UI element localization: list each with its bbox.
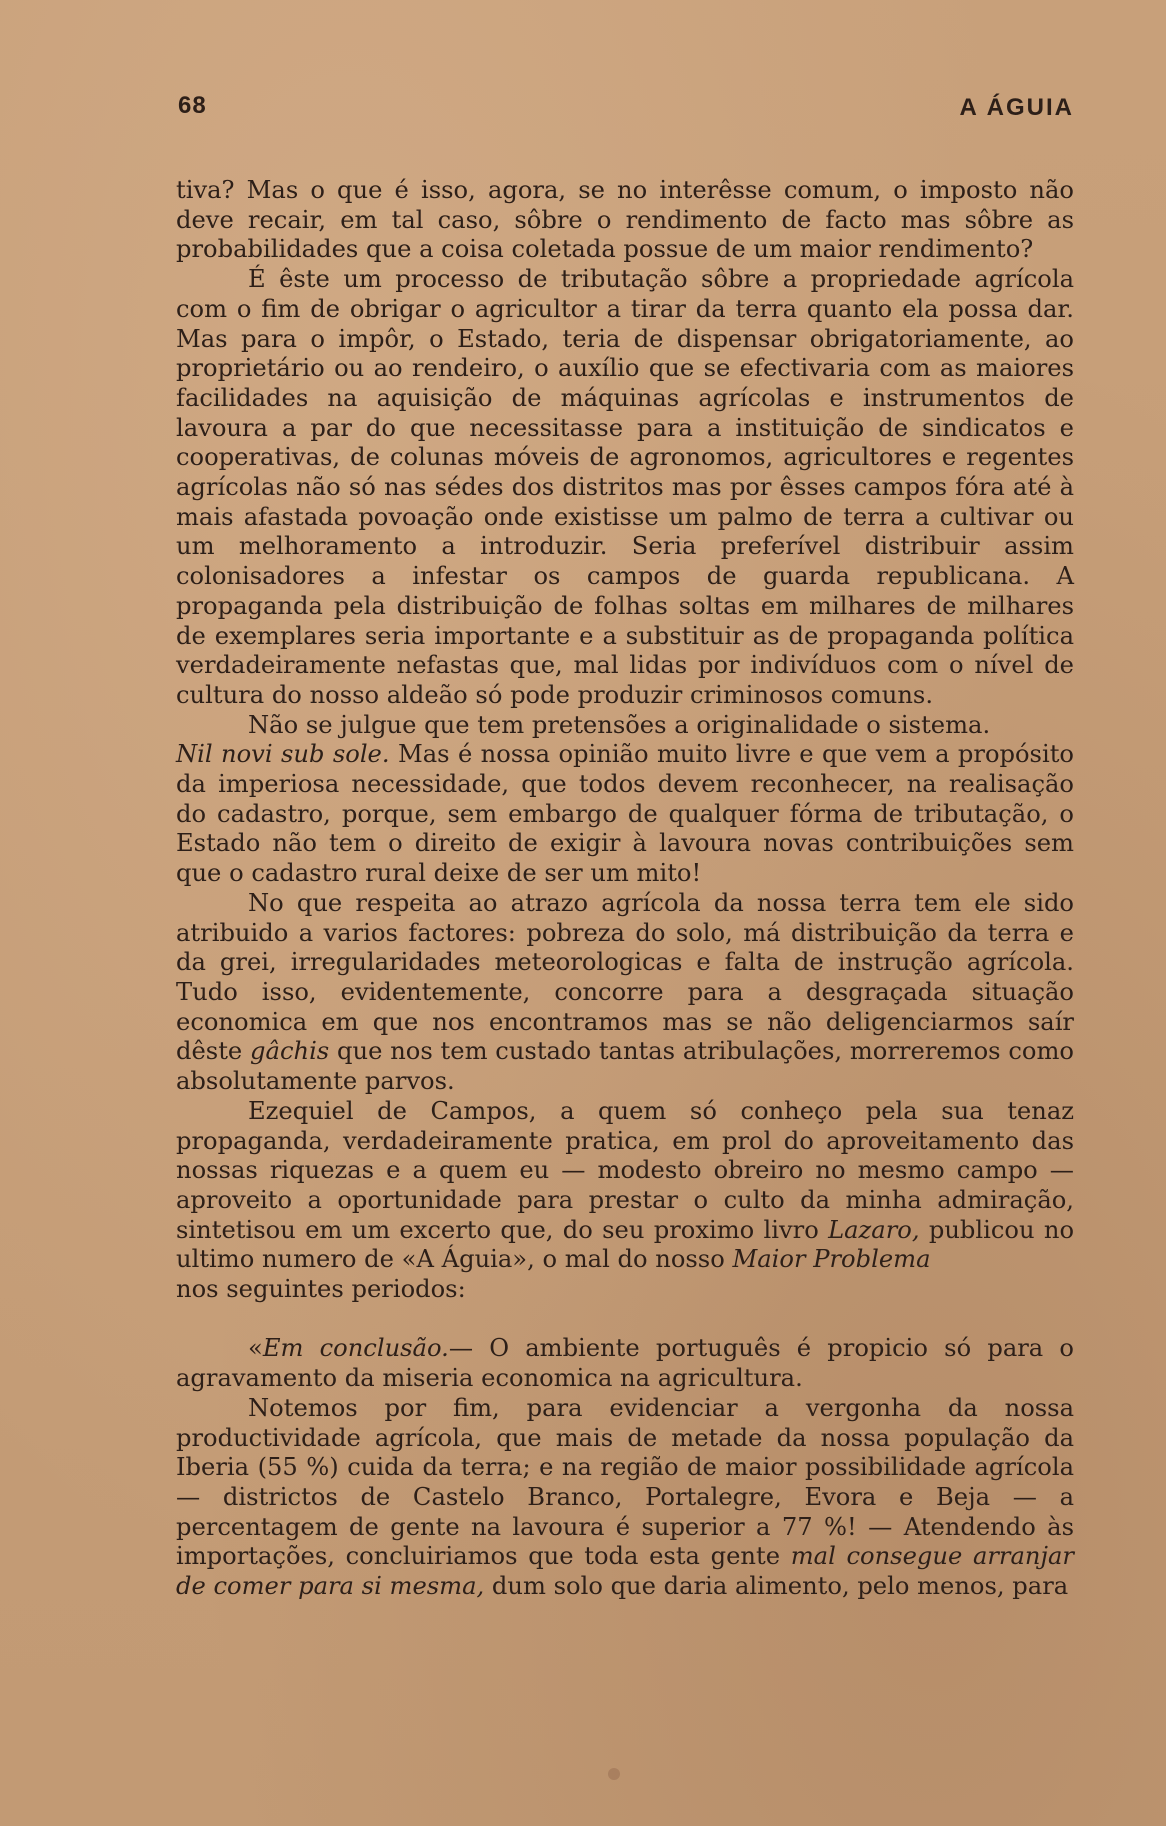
originality-text: Não se julgue que tem pretensões a originalidade o sistema.: [248, 710, 991, 739]
running-head: [178, 92, 1074, 122]
body-text: [176, 176, 1074, 1602]
quote-1-text: — O ambiente português é propicio só para o agravamento da miseria economica na agricultura.: [176, 1334, 1074, 1393]
paper-blemish: [608, 1768, 620, 1780]
quote-2-text: Notemos por fim, para evidenciar a vergonha da nossa productividade agrícola, que mais de metade da nossa população da Iberia (55 %) cuida da terra; e na região de maior possibilidade agrícola — districtos de Castelo Branco, Portalegre, Evora e Beja — a percentagem de gente na lavoura é superior a 77 %! — Atendendo às importações, concluiriamos que toda esta gente: [176, 1393, 1074, 1571]
ezequiel-text-cont: publicou no ultimo numero de «A Águia», o mal do nosso: [176, 1215, 1075, 1274]
maior-problema: Maior Problema: [732, 1245, 931, 1274]
originality-text-cont: Mas é nossa opinião muito livre e que vem a propósito da imperiosa necessidade, que todos devem reconhecer, na realisação do cadastro, porque, sem embargo de qualquer fórma de tributação, o Estado não tem o direito de exigir à lavoura novas contribuições sem que o cadastro rural deixe de ser um mito!: [176, 740, 1074, 888]
page-number: 68: [178, 92, 207, 119]
ezequiel-text-end: nos seguintes periodos:: [176, 1275, 466, 1304]
backwardness-text: No que respeita ao atrazo agrícola da nossa terra tem ele sido atribuido a varios factores: pobreza do solo, má distribuição da terra e da grei, irregularidades meteorologicas e falta de instrução agrícola. Tudo isso, evidentemente, concorre para a desgraçada situação economica em que nos encontramos mas se não deligenciarmos saír dêste: [176, 888, 1074, 1066]
paragraph-ezequiel: [176, 1097, 1074, 1305]
quote-open: «: [248, 1334, 263, 1363]
ezequiel-text: Ezequiel de Campos, a quem só conheço pela sua tenaz propaganda, verdadeiramente pratica, em prol do aproveitamento das nossas riquezas e a quem eu — modesto obreiro no mesmo campo — aproveito a oportunidade para prestar o culto da minha admiração, sintetisou em um excerto que, do seu proximo livro: [176, 1096, 1074, 1244]
book-title-lazaro: Lazaro,: [828, 1215, 920, 1244]
quote-2-text-end: dum solo que daria alimento, pelo menos, para: [491, 1572, 1069, 1601]
latin-phrase: Nil novi sub sole.: [176, 740, 390, 769]
journal-title: A ÁGUIA: [959, 94, 1074, 121]
quote-conclusion: Em conclusão.: [262, 1334, 449, 1363]
quote-paragraph-1: [176, 1334, 1074, 1393]
paragraph-backwardness: [176, 889, 1074, 1097]
paragraph-taxation: É êste um processo de tributação sôbre a propriedade agrícola com o fim de obrigar o agricultor a tirar da terra quanto ela possa dar. Mas para o impôr, o Estado, teria de dispensar obrigatoriamente, ao proprietário ou ao rendeiro, o auxílio que se efectivaria com as maiores facilidades na aquisição de máquinas agrícolas e instrumentos de lavoura a par do que necessitasse para a instituição de sindicatos e cooperativas, de colunas móveis de agronomos, agricultores e regentes agrícolas não só nas sédes dos distritos mas por êsses campos fóra até à mais afastada povoação onde existisse um palmo de terra a cultivar ou um melhoramento a introduzir. Seria preferível distribuir assim colonisadores a infestar os campos de guarda republicana. A propaganda pela distribuição de folhas soltas em milhares de milhares de exemplares seria importante e a substituir as de propaganda política verdadeiramente nefastas que, mal lidas por indivíduos com o nível de cultura do nosso aldeão só pode produzir criminosos comuns.: [176, 265, 1074, 709]
quote-2-italic: mal consegue arranjar de comer para si mesma,: [176, 1542, 1074, 1601]
paragraph-originality: [176, 711, 1074, 889]
quote-paragraph-2: [176, 1394, 1074, 1602]
backwardness-text-cont: que nos tem custado tantas atribulações, morreremos como absolutamente parvos.: [176, 1037, 1074, 1096]
gachis-word: gâchis: [250, 1037, 330, 1066]
paragraph-continuation: tiva? Mas o que é isso, agora, se no interêsse comum, o imposto não deve recair, em tal caso, sôbre o rendimento de facto mas sôbre as probabilidades que a coisa coletada possue de um maior rendimento?: [176, 176, 1074, 264]
